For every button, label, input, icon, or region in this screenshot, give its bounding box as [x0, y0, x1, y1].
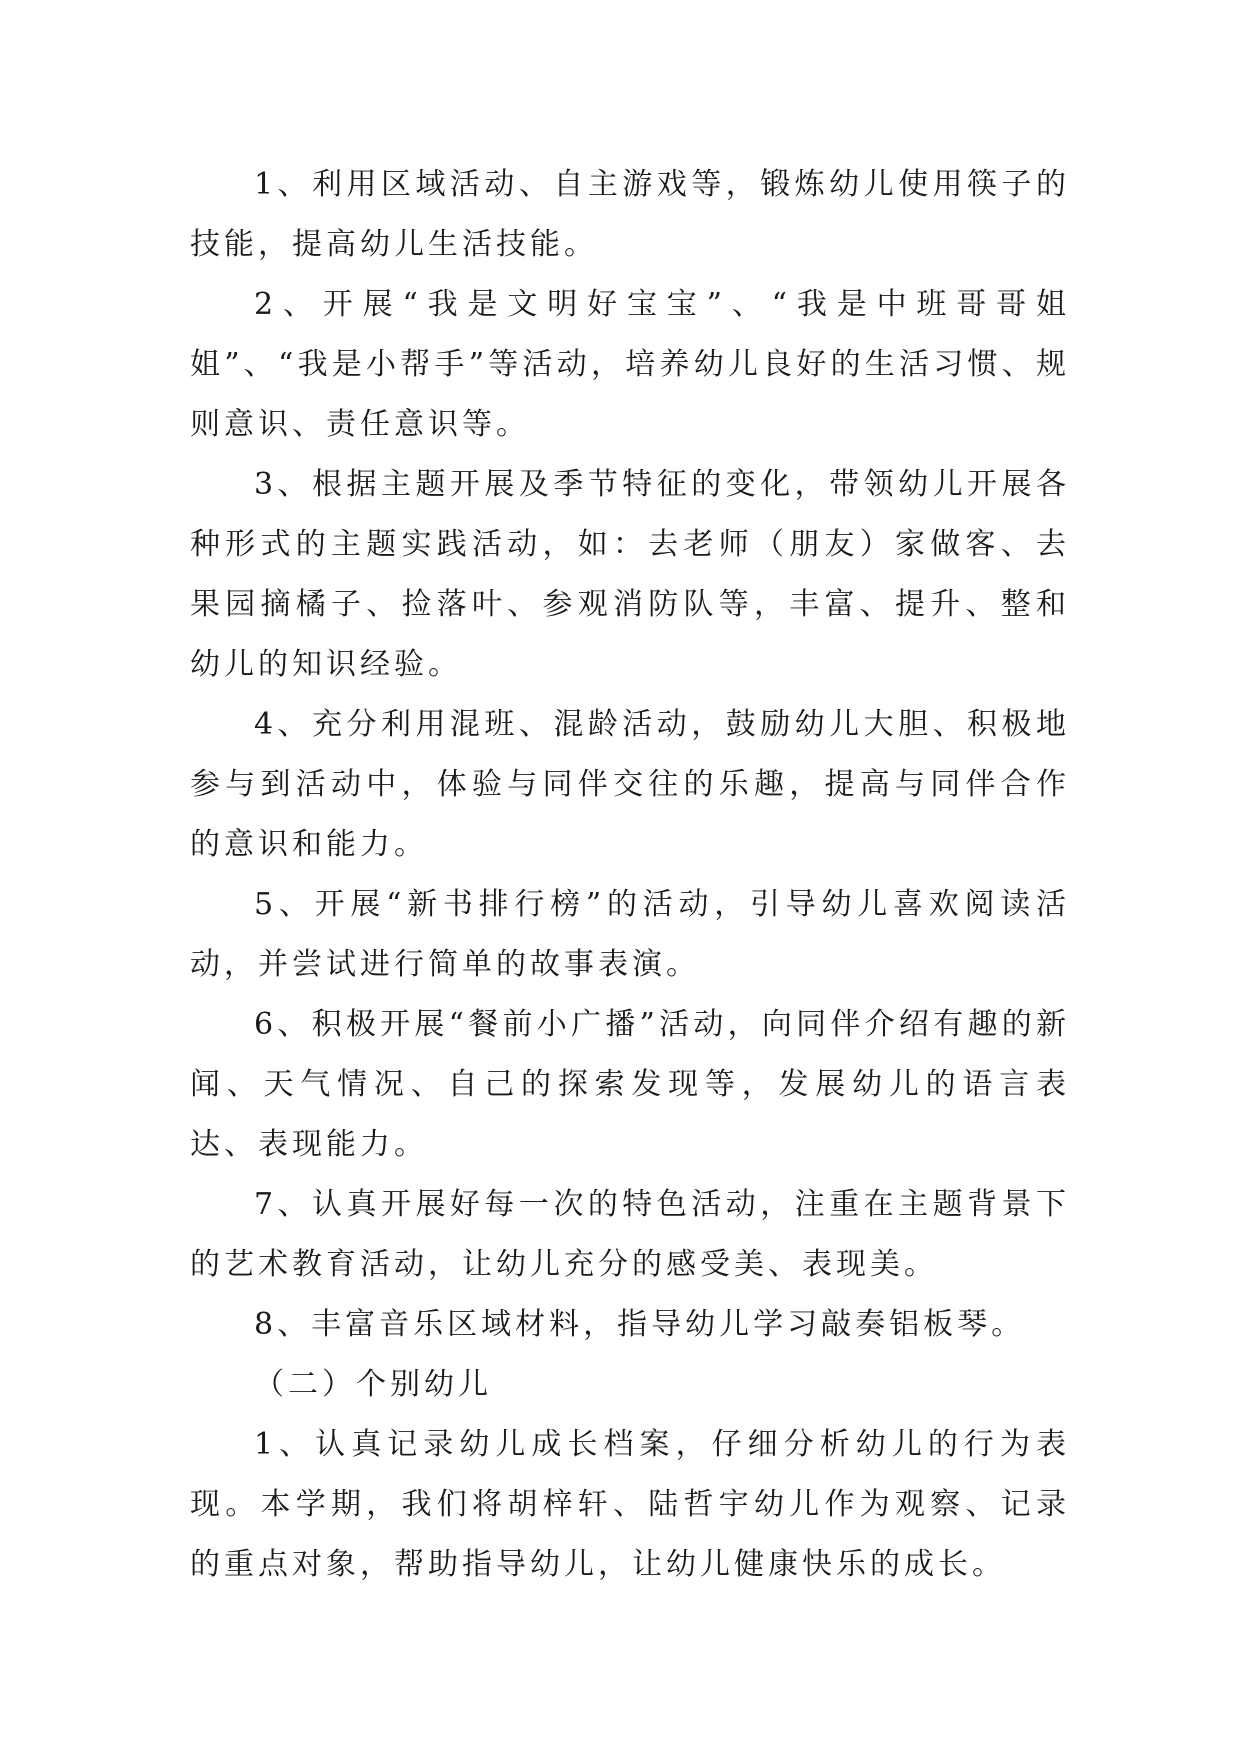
paragraph-2: 2、开展“我是文明好宝宝”、“我是中班哥哥姐姐”、“我是小帮手”等活动，培养幼儿良好的生活习惯、规则意识、责任意识等。	[190, 287, 1070, 442]
paragraph-8: 8、丰富音乐区域材料，指导幼儿学习敲奏铝板琴。	[254, 1307, 1026, 1342]
paragraph-5: 5、开展“新书排行榜”的活动，引导幼儿喜欢阅读活动，并尝试进行简单的故事表演。	[190, 887, 1070, 982]
paragraph-3: 3、根据主题开展及季节特征的变化，带领幼儿开展各种形式的主题实践活动，如：去老师（朋友）家做客、去果园摘橘子、捡落叶、参观消防队等，丰富、提升、整和幼儿的知识经验。	[190, 467, 1070, 682]
document-body	[190, 155, 1070, 1595]
paragraph-individual-1: 1、认真记录幼儿成长档案，仔细分析幼儿的行为表现。本学期，我们将胡梓轩、陆哲宇幼儿作为观察、记录的重点对象，帮助指导幼儿，让幼儿健康快乐的成长。	[190, 1427, 1070, 1582]
section-heading: （二）个别幼儿	[254, 1367, 492, 1402]
paragraph-6: 6、积极开展“餐前小广播”活动，向同伴介绍有趣的新闻、天气情况、自己的探索发现等，发展幼儿的语言表达、表现能力。	[190, 1007, 1070, 1162]
paragraph-7: 7、认真开展好每一次的特色活动，注重在主题背景下的艺术教育活动，让幼儿充分的感受美、表现美。	[190, 1187, 1070, 1282]
paragraph-4: 4、充分利用混班、混龄活动，鼓励幼儿大胆、积极地参与到活动中，体验与同伴交往的乐趣，提高与同伴合作的意识和能力。	[190, 707, 1070, 862]
paragraph-1: 1、利用区域活动、自主游戏等，锻炼幼儿使用筷子的技能，提高幼儿生活技能。	[190, 167, 1070, 262]
